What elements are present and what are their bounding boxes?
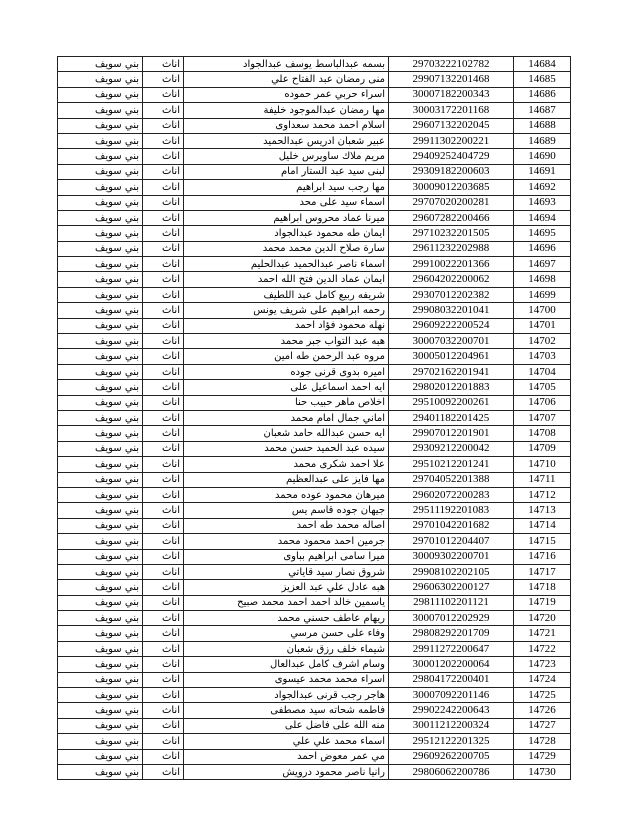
governorate-cell: بني سويف [58,764,143,779]
gender-cell: اناث [143,180,184,195]
gender-cell: اناث [143,441,184,456]
name-cell: شيماء خلف رزق شعبان [184,641,389,656]
gender-cell: اناث [143,703,184,718]
national-id-cell: 29902242200643 [389,703,514,718]
serial-number-cell: 14686 [514,87,571,102]
governorate-cell: بني سويف [58,441,143,456]
gender-cell: اناث [143,595,184,610]
gender-cell: اناث [143,518,184,533]
serial-number-cell: 14703 [514,349,571,364]
national-id-cell: 30009302200701 [389,549,514,564]
serial-number-cell: 14714 [514,518,571,533]
table-row [58,764,571,779]
governorate-cell: بني سويف [58,210,143,225]
serial-number-cell: 14688 [514,118,571,133]
governorate-cell: بني سويف [58,303,143,318]
name-cell: ميرهان محمود عوده محمد [184,487,389,502]
gender-cell: اناث [143,272,184,287]
serial-number-cell: 14713 [514,503,571,518]
name-cell: وسام اشرف كامل عبدالعال [184,657,389,672]
table-row [58,657,571,672]
serial-number-cell: 14718 [514,580,571,595]
gender-cell: اناث [143,287,184,302]
national-id-cell: 29512122201325 [389,734,514,749]
name-cell: لبنى سيد عبد الستار امام [184,164,389,179]
national-id-cell: 29808292201709 [389,626,514,641]
table-row [58,287,571,302]
serial-number-cell: 14704 [514,364,571,379]
governorate-cell: بني سويف [58,257,143,272]
governorate-cell: بني سويف [58,672,143,687]
name-cell: عبير شعبان ادريس عبدالحميد [184,133,389,148]
gender-cell: اناث [143,564,184,579]
serial-number-cell: 14724 [514,672,571,687]
gender-cell: اناث [143,133,184,148]
governorate-cell: بني سويف [58,272,143,287]
table-row [58,503,571,518]
gender-cell: اناث [143,226,184,241]
name-cell: منى رمضان عبد الفتاح علي [184,72,389,87]
gender-cell: اناث [143,149,184,164]
gender-cell: اناث [143,549,184,564]
table-row [58,257,571,272]
governorate-cell: بني سويف [58,734,143,749]
table-row [58,549,571,564]
table-row [58,241,571,256]
governorate-cell: بني سويف [58,287,143,302]
table-row [58,72,571,87]
name-cell: اسماء سيد على محد [184,195,389,210]
governorate-cell: بني سويف [58,395,143,410]
serial-number-cell: 14720 [514,611,571,626]
serial-number-cell: 14727 [514,718,571,733]
table-row [58,749,571,764]
gender-cell: اناث [143,672,184,687]
serial-number-cell: 14700 [514,303,571,318]
serial-number-cell: 14684 [514,57,571,72]
gender-cell: اناث [143,349,184,364]
serial-number-cell: 14711 [514,472,571,487]
national-id-cell: 29710232201505 [389,226,514,241]
table-row [58,364,571,379]
serial-number-cell: 14687 [514,103,571,118]
serial-number-cell: 14697 [514,257,571,272]
national-id-cell: 30007182200343 [389,87,514,102]
table-row [58,133,571,148]
name-cell: ايه حسن عبدالله حامد شعبان [184,426,389,441]
governorate-cell: بني سويف [58,241,143,256]
name-cell: اسماء ناصر عبدالحميد عبدالحليم [184,257,389,272]
gender-cell: اناث [143,657,184,672]
serial-number-cell: 14728 [514,734,571,749]
table-row [58,318,571,333]
records-table-body [58,57,571,780]
national-id-cell: 29510212201241 [389,457,514,472]
serial-number-cell: 14692 [514,180,571,195]
name-cell: نهله محمود فؤاد احمد [184,318,389,333]
gender-cell: اناث [143,395,184,410]
national-id-cell: 29309212200042 [389,441,514,456]
governorate-cell: بني سويف [58,334,143,349]
governorate-cell: بني سويف [58,657,143,672]
governorate-cell: بني سويف [58,564,143,579]
national-id-cell: 30011212200324 [389,718,514,733]
serial-number-cell: 14723 [514,657,571,672]
serial-number-cell: 14719 [514,595,571,610]
national-id-cell: 29802012201883 [389,380,514,395]
gender-cell: اناث [143,487,184,502]
national-id-cell: 29606302200127 [389,580,514,595]
governorate-cell: بني سويف [58,534,143,549]
governorate-cell: بني سويف [58,380,143,395]
table-row [58,703,571,718]
table-row [58,87,571,102]
name-cell: اصاله محمد طه احمد [184,518,389,533]
governorate-cell: بني سويف [58,611,143,626]
governorate-cell: بني سويف [58,226,143,241]
serial-number-cell: 14694 [514,210,571,225]
gender-cell: اناث [143,472,184,487]
national-id-cell: 29609262200705 [389,749,514,764]
national-id-cell: 29907012201901 [389,426,514,441]
gender-cell: اناث [143,734,184,749]
name-cell: جرمين احمد محمود محمد [184,534,389,549]
serial-number-cell: 14712 [514,487,571,502]
table-row [58,180,571,195]
governorate-cell: بني سويف [58,487,143,502]
name-cell: رانيا ناصر محمود درويش [184,764,389,779]
national-id-cell: 29806062200786 [389,764,514,779]
name-cell: مها رجب سيد ابراهيم [184,180,389,195]
name-cell: بسمه عبدالباسط يوسف عبدالجواد [184,57,389,72]
national-id-cell: 29401182201425 [389,410,514,425]
table-row [58,195,571,210]
table-row [58,57,571,72]
governorate-cell: بني سويف [58,641,143,656]
serial-number-cell: 14722 [514,641,571,656]
name-cell: اسراء حربي عمر حموده [184,87,389,102]
governorate-cell: بني سويف [58,426,143,441]
national-id-cell: 29611232202988 [389,241,514,256]
serial-number-cell: 14709 [514,441,571,456]
national-id-cell: 29511192201083 [389,503,514,518]
table-row [58,564,571,579]
national-id-cell: 29703222102782 [389,57,514,72]
governorate-cell: بني سويف [58,180,143,195]
serial-number-cell: 14696 [514,241,571,256]
gender-cell: اناث [143,72,184,87]
name-cell: ايه احمد اسماعيل على [184,380,389,395]
gender-cell: اناث [143,364,184,379]
table-row [58,118,571,133]
governorate-cell: بني سويف [58,518,143,533]
table-row [58,611,571,626]
serial-number-cell: 14685 [514,72,571,87]
gender-cell: اناث [143,718,184,733]
serial-number-cell: 14693 [514,195,571,210]
national-id-cell: 29811102201121 [389,595,514,610]
national-id-cell: 29804172200401 [389,672,514,687]
national-id-cell: 29907132201468 [389,72,514,87]
name-cell: اماني جمال امام محمد [184,410,389,425]
gender-cell: اناث [143,195,184,210]
name-cell: ايمان طه محمود عبدالجواد [184,226,389,241]
name-cell: ايمان عماد الدين فتح الله احمد [184,272,389,287]
document-page [57,56,567,780]
serial-number-cell: 14710 [514,457,571,472]
serial-number-cell: 14707 [514,410,571,425]
name-cell: مها فايز على عبدالعظيم [184,472,389,487]
serial-number-cell: 14695 [514,226,571,241]
governorate-cell: بني سويف [58,472,143,487]
governorate-cell: بني سويف [58,349,143,364]
name-cell: مروه عبد الرحمن طه امين [184,349,389,364]
table-row [58,518,571,533]
gender-cell: اناث [143,580,184,595]
national-id-cell: 29911302200221 [389,133,514,148]
table-row [58,210,571,225]
governorate-cell: بني سويف [58,749,143,764]
serial-number-cell: 14729 [514,749,571,764]
serial-number-cell: 14702 [514,334,571,349]
gender-cell: اناث [143,641,184,656]
serial-number-cell: 14690 [514,149,571,164]
name-cell: اميره بدوى قرنى جوده [184,364,389,379]
table-row [58,534,571,549]
serial-number-cell: 14698 [514,272,571,287]
table-row [58,426,571,441]
name-cell: مريم ملاك ساويرس خليل [184,149,389,164]
national-id-cell: 29911272200647 [389,641,514,656]
national-id-cell: 29908102202105 [389,564,514,579]
name-cell: ميرا سامى ابراهيم بباوى [184,549,389,564]
national-id-cell: 29409252404729 [389,149,514,164]
national-id-cell: 29602072200283 [389,487,514,502]
name-cell: جيهان جوده قاسم يس [184,503,389,518]
serial-number-cell: 14715 [514,534,571,549]
governorate-cell: بني سويف [58,580,143,595]
table-row [58,734,571,749]
name-cell: فاطمه شحاته سيد مصطفى [184,703,389,718]
table-row [58,718,571,733]
national-id-cell: 29910022201366 [389,257,514,272]
table-row [58,149,571,164]
serial-number-cell: 14701 [514,318,571,333]
governorate-cell: بني سويف [58,195,143,210]
name-cell: ريهام عاطف حسني محمد [184,611,389,626]
national-id-cell: 30007032200701 [389,334,514,349]
governorate-cell: بني سويف [58,718,143,733]
governorate-cell: بني سويف [58,118,143,133]
governorate-cell: بني سويف [58,103,143,118]
gender-cell: اناث [143,118,184,133]
gender-cell: اناث [143,87,184,102]
serial-number-cell: 14726 [514,703,571,718]
governorate-cell: بني سويف [58,688,143,703]
name-cell: سيده عبد الحميد حسن محمد [184,441,389,456]
gender-cell: اناث [143,749,184,764]
serial-number-cell: 14708 [514,426,571,441]
name-cell: مها رمضان عبدالموجود خليفة [184,103,389,118]
gender-cell: اناث [143,410,184,425]
national-id-cell: 29701012204407 [389,534,514,549]
national-id-cell: 29707020200281 [389,195,514,210]
serial-number-cell: 14725 [514,688,571,703]
table-row [58,303,571,318]
national-id-cell: 29704052201388 [389,472,514,487]
national-id-cell: 30009012203685 [389,180,514,195]
name-cell: مي عمر معوض احمد [184,749,389,764]
serial-number-cell: 14730 [514,764,571,779]
name-cell: اسراء محمد محمد عيسوى [184,672,389,687]
serial-number-cell: 14699 [514,287,571,302]
national-id-cell: 30003172201168 [389,103,514,118]
name-cell: منه الله على فاضل على [184,718,389,733]
name-cell: اخلاص ماهر حبيب حنا [184,395,389,410]
gender-cell: اناث [143,57,184,72]
table-row [58,472,571,487]
governorate-cell: بني سويف [58,149,143,164]
name-cell: هبه عبد التواب جبر محمد [184,334,389,349]
name-cell: ميرنا عماد محروس ابراهيم [184,210,389,225]
table-row [58,487,571,502]
gender-cell: اناث [143,257,184,272]
governorate-cell: بني سويف [58,595,143,610]
gender-cell: اناث [143,334,184,349]
records-table [57,56,571,780]
name-cell: سارة صلاح الدين محمد محمد [184,241,389,256]
national-id-cell: 29607282200466 [389,210,514,225]
national-id-cell: 29307012202382 [389,287,514,302]
serial-number-cell: 14721 [514,626,571,641]
name-cell: وفاء على حسن مرسي [184,626,389,641]
serial-number-cell: 14689 [514,133,571,148]
gender-cell: اناث [143,303,184,318]
governorate-cell: بني سويف [58,410,143,425]
gender-cell: اناث [143,103,184,118]
gender-cell: اناث [143,688,184,703]
table-row [58,103,571,118]
governorate-cell: بني سويف [58,318,143,333]
table-row [58,626,571,641]
serial-number-cell: 14705 [514,380,571,395]
table-row [58,380,571,395]
name-cell: شروق نصار سيد قاياتي [184,564,389,579]
governorate-cell: بني سويف [58,164,143,179]
gender-cell: اناث [143,164,184,179]
gender-cell: اناث [143,318,184,333]
national-id-cell: 29908032201041 [389,303,514,318]
name-cell: اسماء محمد علي علي [184,734,389,749]
name-cell: علا احمد شكرى محمد [184,457,389,472]
name-cell: هبه عادل علي عبد العزيز [184,580,389,595]
table-row [58,641,571,656]
national-id-cell: 29309182200603 [389,164,514,179]
governorate-cell: بني سويف [58,364,143,379]
name-cell: ياسمين خالد احمد احمد محمد صبيح [184,595,389,610]
table-row [58,334,571,349]
serial-number-cell: 14717 [514,564,571,579]
gender-cell: اناث [143,380,184,395]
national-id-cell: 30005012204961 [389,349,514,364]
serial-number-cell: 14691 [514,164,571,179]
governorate-cell: بني سويف [58,457,143,472]
table-row [58,595,571,610]
governorate-cell: بني سويف [58,57,143,72]
governorate-cell: بني سويف [58,503,143,518]
gender-cell: اناث [143,241,184,256]
table-row [58,272,571,287]
national-id-cell: 30001202200064 [389,657,514,672]
table-row [58,688,571,703]
serial-number-cell: 14716 [514,549,571,564]
gender-cell: اناث [143,210,184,225]
national-id-cell: 29510092200261 [389,395,514,410]
governorate-cell: بني سويف [58,703,143,718]
national-id-cell: 29702162201941 [389,364,514,379]
name-cell: اسلام احمد محمد سعداوى [184,118,389,133]
national-id-cell: 29604202200062 [389,272,514,287]
national-id-cell: 29609222200524 [389,318,514,333]
table-row [58,457,571,472]
gender-cell: اناث [143,764,184,779]
table-row [58,441,571,456]
gender-cell: اناث [143,534,184,549]
serial-number-cell: 14706 [514,395,571,410]
governorate-cell: بني سويف [58,133,143,148]
governorate-cell: بني سويف [58,87,143,102]
national-id-cell: 30007092201146 [389,688,514,703]
table-row [58,395,571,410]
gender-cell: اناث [143,426,184,441]
national-id-cell: 29701042201682 [389,518,514,533]
name-cell: شريفه ربيع كامل عبد اللطيف [184,287,389,302]
table-row [58,349,571,364]
governorate-cell: بني سويف [58,549,143,564]
national-id-cell: 30007012202929 [389,611,514,626]
governorate-cell: بني سويف [58,72,143,87]
governorate-cell: بني سويف [58,626,143,641]
name-cell: رحمه ابراهيم على شريف يونس [184,303,389,318]
gender-cell: اناث [143,503,184,518]
gender-cell: اناث [143,457,184,472]
gender-cell: اناث [143,611,184,626]
national-id-cell: 29607132202045 [389,118,514,133]
table-row [58,164,571,179]
table-row [58,672,571,687]
name-cell: هاجر رجب قرنى عبدالجواد [184,688,389,703]
table-row [58,226,571,241]
gender-cell: اناث [143,626,184,641]
table-row [58,580,571,595]
table-row [58,410,571,425]
